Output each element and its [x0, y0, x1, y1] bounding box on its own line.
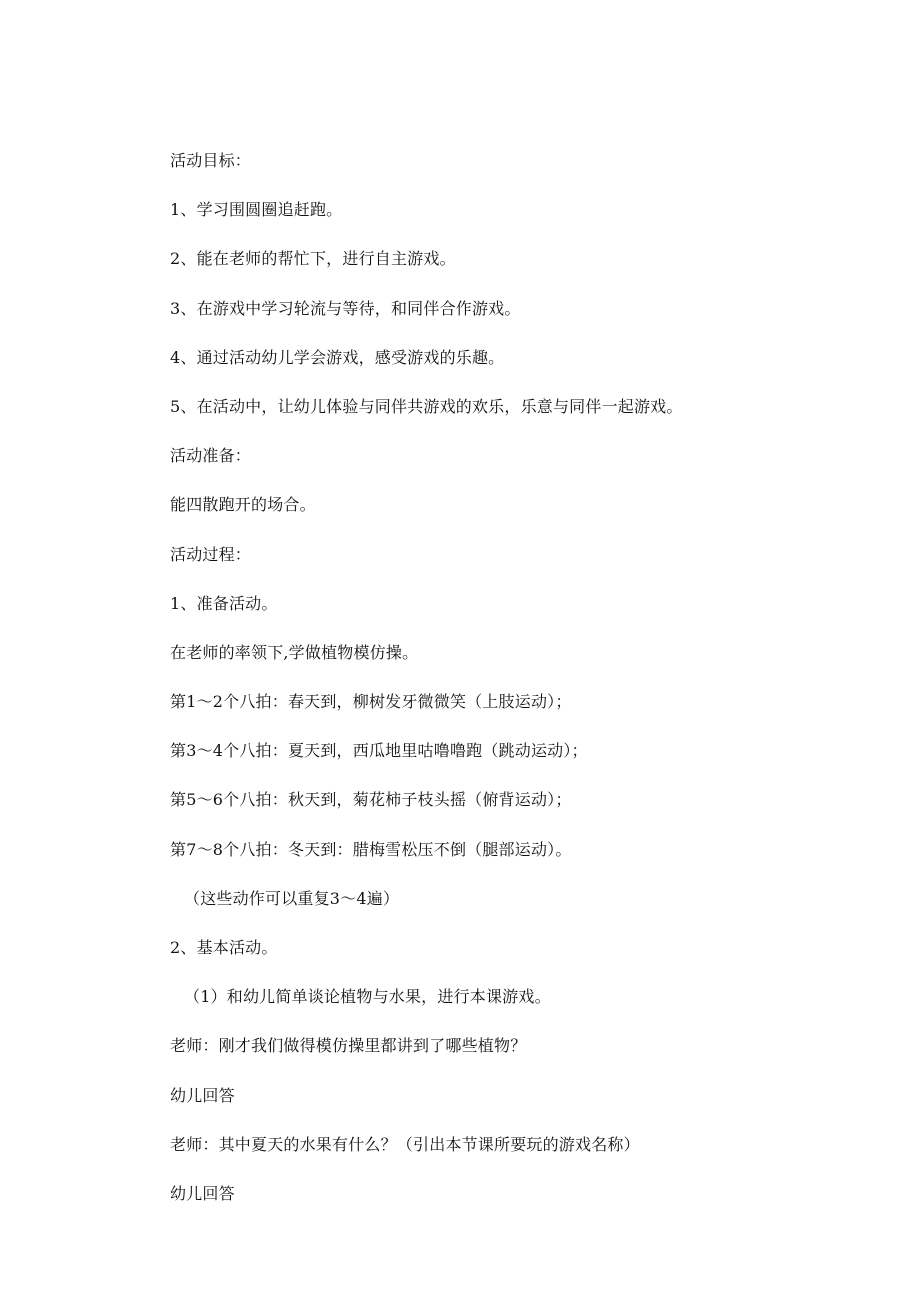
exercise-line-2: 第3～4个八拍：夏天到，西瓜地里咕噜噜跑（跳动运动）； [170, 741, 588, 761]
section-heading-preparation: 活动准备： [170, 446, 252, 466]
process-substep-1: （1）和幼儿简单谈论植物与水果，进行本课游戏。 [184, 987, 551, 1007]
repeat-note: （这些动作可以重复3～4遍） [184, 888, 400, 908]
exercise-line-3: 第5～6个八拍：秋天到，菊花柿子枝头摇（俯背运动）； [170, 790, 572, 810]
preparation-text: 能四散跑开的场合。 [170, 495, 316, 515]
goal-item-5: 5、在活动中，让幼儿体验与同伴共游戏的欢乐，乐意与同伴一起游戏。 [170, 396, 683, 416]
process-step-2-title: 2、基本活动。 [170, 938, 278, 957]
section-heading-goals: 活动目标： [170, 151, 252, 170]
child-answer-1: 幼儿回答 [170, 1085, 235, 1105]
exercise-line-1: 第1～2个八拍：春天到，柳树发牙微微笑（上肢运动）； [170, 692, 572, 712]
goal-item-4: 4、通过活动幼儿学会游戏，感受游戏的乐趣。 [170, 347, 505, 367]
goal-item-3: 3、在游戏中学习轮流与等待，和同伴合作游戏。 [170, 298, 521, 318]
child-answer-2: 幼儿回答 [170, 1183, 235, 1203]
teacher-question-2: 老师：其中夏天的水果有什么？（引出本节课所要玩的游戏名称） [170, 1134, 640, 1154]
goal-item-2: 2、能在老师的帮忙下，进行自主游戏。 [170, 249, 456, 269]
section-heading-process: 活动过程： [170, 544, 252, 564]
process-step-1-title: 1、准备活动。 [170, 593, 278, 613]
exercise-line-4: 第7～8个八拍：冬天到：腊梅雪松压不倒（腿部运动）。 [170, 839, 572, 859]
teacher-question-1: 老师：刚才我们做得模仿操里都讲到了哪些植物？ [170, 1036, 527, 1056]
document-body [170, 149, 860, 1231]
goal-item-1: 1、学习围圆圈追赶跑。 [170, 200, 343, 220]
process-step-1-text: 在老师的率领下,学做植物模仿操。 [170, 642, 419, 662]
